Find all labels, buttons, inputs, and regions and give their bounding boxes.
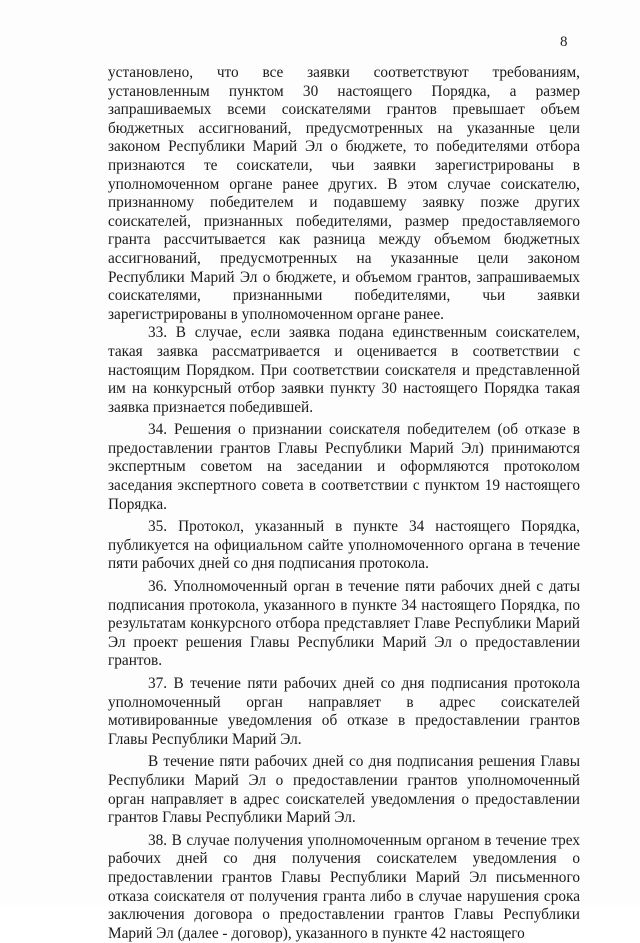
document-body <box>108 64 580 943</box>
paragraph-item-37-continued: В течение пяти рабочих дней со дня подписания решения Главы Республики Марий Эл о предоставлении грантов уполномоченный орган направляет в адрес соискателей уведомления о предоставлении грантов Главы Республики Марий Эл. <box>108 753 580 827</box>
paragraph-item-38: 38. В случае получения уполномоченным органом в течение трех рабочих дней со дня получения соискателем уведомления о предоставлении грантов Главы Республики Марий Эл письменного отказа соискателя от получения гранта либо в случае нарушения срока заключения договора о предоставлении грантов Главы Республики Марий Эл (далее - договор), указанного в пункте 42 настоящего <box>108 831 580 942</box>
paragraph-item-37: 37. В течение пяти рабочих дней со дня подписания протокола уполномоченный орган направляет в адрес соискателей мотивированные уведомления об отказе в предоставлении грантов Главы Республики Марий Эл. <box>108 675 580 748</box>
page-number: 8 <box>560 34 568 50</box>
paragraph-item-35: 35. Протокол, указанный в пункте 34 настоящего Порядка, публикуется на официальном сайте уполномоченного органа в течение пяти рабочих дней со дня подписания протокола. <box>108 518 580 573</box>
paragraph-item-36: 36. Уполномоченный орган в течение пяти рабочих дней с даты подписания протокола, указанного в пункте 34 настоящего Порядка, по результатам конкурсного отбора представляет Главе Республики Марий Эл проект решения Главы Республики Марий Эл о предоставлении грантов. <box>108 578 580 670</box>
paragraph-item-33: 33. В случае, если заявка подана единственным соискателем, такая заявка рассматривается и оценивается в соответствии с настоящим Порядком. При соответствии соискателя и представленной им на конкурсный отбор заявки пункту 30 настоящего Порядка такая заявка признается победившей. <box>108 324 580 416</box>
paragraph-item-34: 34. Решения о признании соискателя победителем (об отказе в предоставлении грантов Главы Республики Марий Эл) принимаются экспертным советом на заседании и оформляются протоколом заседания экспертного совета в соответствии с пунктом 19 настоящего Порядка. <box>108 421 580 513</box>
paragraph-continuation: установлено, что все заявки соответствуют требованиям, установленным пунктом 30 настоящего Порядка, а размер запрашиваемых всеми соискателями грантов превышает объем бюджетных ассигнований, предусмотренных на указанные цели законом Республики Марий Эл о бюджете, то победителями отбора признаются те соискатели, чьи заявки зарегистрированы в уполномоченном органе ранее других. В этом случае соискателю, признанному победителем и подавшему заявку позже других соискателей, признанных победителями, размер предоставляемого гранта рассчитывается как разница между объемом бюджетных ассигнований, предусмотренных на указанные цели законом Республики Марий Эл о бюджете, и объемом грантов, запрашиваемых соискателями, признанными победителями, чьи заявки зарегистрированы в уполномоченном органе ранее. <box>108 64 580 323</box>
